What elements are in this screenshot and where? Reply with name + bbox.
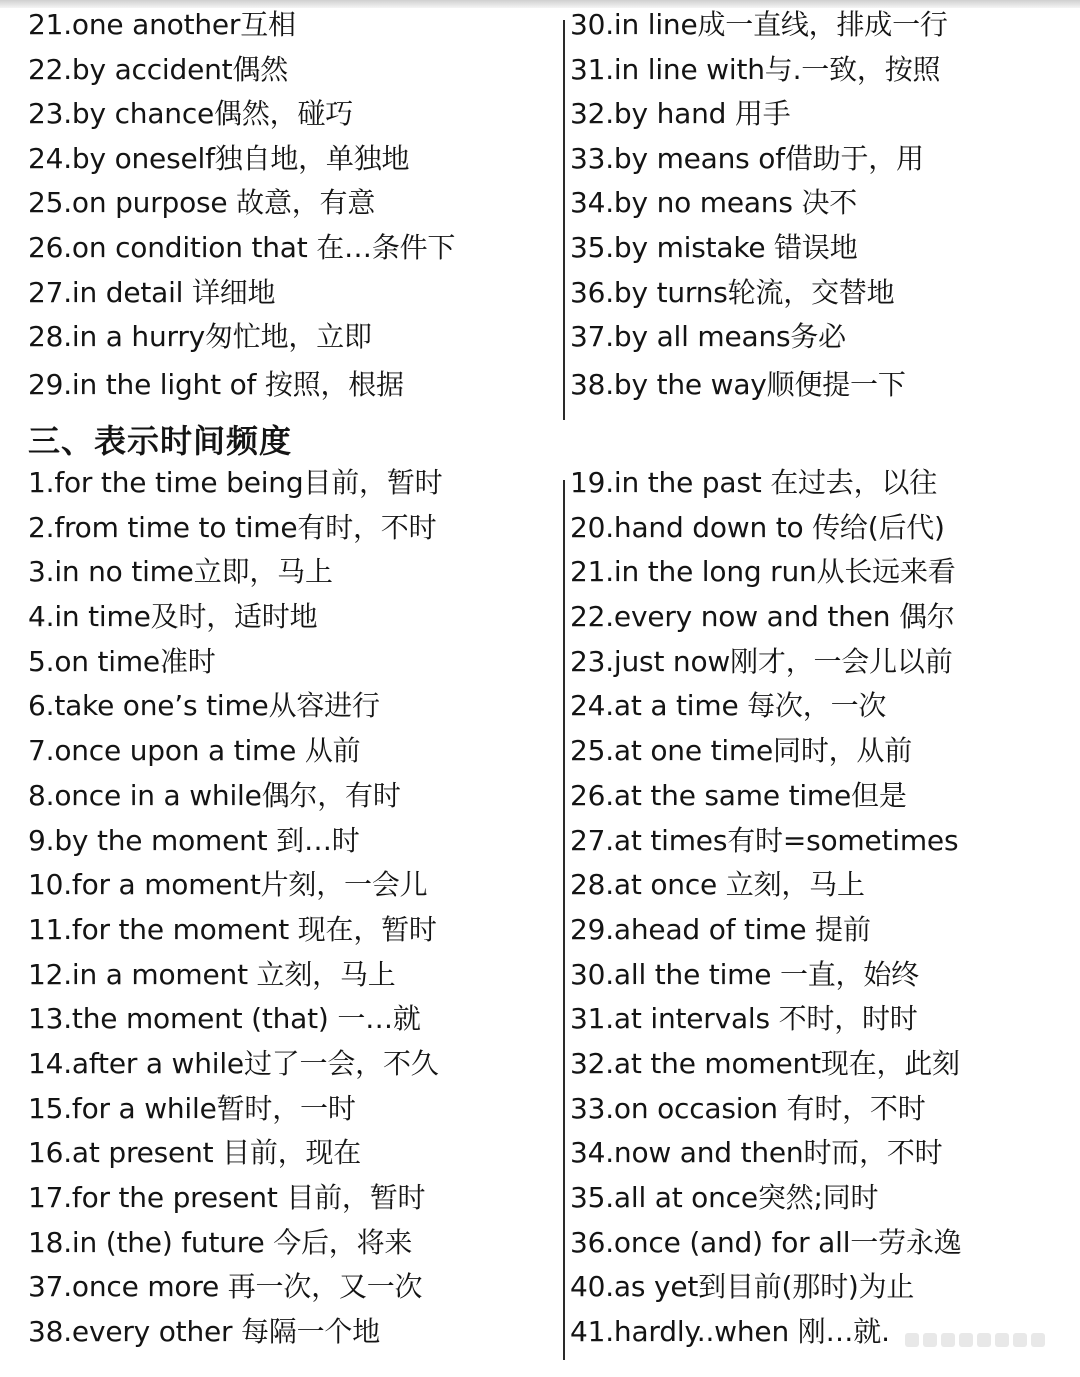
phrase-entry: 36.once (and) for all一劳永逸: [570, 1225, 962, 1259]
phrase-entry: 33.on occasion 有时，不时: [570, 1091, 926, 1125]
phrase-entry: 15.for a while暂时，一时: [28, 1091, 356, 1125]
phrase-entry: 31.at intervals 不时，时时: [570, 1002, 918, 1036]
phrase-column-right: [570, 10, 1070, 415]
phrase-entry: 34.by no means 决不: [570, 186, 858, 220]
phrase-entry: 14.after a while过了一会，不久: [28, 1046, 439, 1080]
phrase-entry: 34.now and then时而，不时: [570, 1136, 943, 1170]
phrase-entry: 2.from time to time有时，不时: [28, 510, 437, 544]
phrase-entry: 25.on purpose 故意，有意: [28, 186, 376, 220]
column-divider: [563, 20, 565, 420]
phrase-entry: 29.ahead of time 提前: [570, 912, 871, 946]
phrase-entry: 24.by oneself独自地，单独地: [28, 141, 410, 175]
phrase-entry: 36.by turns轮流，交替地: [570, 275, 895, 309]
phrase-entry: 3.in no time立即，马上: [28, 555, 333, 589]
phrase-entry: 38.every other 每隔一个地: [28, 1315, 381, 1349]
phrase-entry: 23.by chance偶然，碰巧: [28, 97, 354, 131]
phrase-entry: 6.take one’s time从容进行: [28, 689, 380, 723]
phrase-entry: 8.once in a while偶尔，有时: [28, 778, 401, 812]
phrase-entry: 20.hand down to 传给(后代): [570, 510, 945, 544]
phrase-entry: 27.in detail 详细地: [28, 275, 276, 309]
phrase-entry: 13.the moment (that) 一…就: [28, 1002, 421, 1036]
phrase-entry: 37.by all means务必: [570, 320, 846, 354]
phrase-entry: 16.at present 目前，现在: [28, 1136, 362, 1170]
phrase-column-right: [570, 468, 1070, 1362]
watermark-glyph: [941, 1333, 955, 1347]
phrase-entry: 37.once more 再一次，又一次: [28, 1270, 423, 1304]
phrase-entry: 10.for a moment片刻，一会儿: [28, 868, 428, 902]
phrase-entry: 9.by the moment 到…时: [28, 823, 360, 857]
phrase-entry: 28.in a hurry匆忙地，立即: [28, 320, 372, 354]
phrase-entry: 24.at a time 每次，一次: [570, 689, 887, 723]
watermark-glyph: [905, 1333, 919, 1347]
phrase-entry: 38.by the way顺便提一下: [570, 368, 906, 402]
section-heading: 三、表示时间频度: [28, 422, 293, 460]
watermark-glyph: [959, 1333, 973, 1347]
phrase-entry: 28.at once 立刻，马上: [570, 868, 865, 902]
phrase-column-left: [28, 10, 553, 415]
phrase-entry: 32.by hand 用手: [570, 97, 791, 131]
phrase-entry: 35.all at once突然;同时: [570, 1181, 879, 1214]
phrase-entry: 18.in (the) future 今后，将来: [28, 1225, 413, 1259]
phrase-entry: 5.on time准时: [28, 644, 216, 678]
phrase-entry: 22.every now and then 偶尔: [570, 600, 955, 634]
phrase-entry: 21.in the long run从长远来看: [570, 555, 956, 589]
watermark-glyph: [923, 1333, 937, 1347]
column-divider: [563, 480, 565, 1360]
watermark-glyph: [977, 1333, 991, 1347]
phrase-entry: 4.in time及时，适时地: [28, 600, 318, 634]
phrase-entry: 41.hardly..when 刚…就.: [570, 1315, 890, 1349]
phrase-entry: 19.in the past 在过去，以往: [570, 466, 938, 499]
phrase-entry: 1.for the time being目前，暂时: [28, 466, 443, 499]
watermark-glyph: [1013, 1333, 1027, 1347]
phrase-entry: 32.at the moment现在，此刻: [570, 1046, 960, 1080]
phrase-entry: 11.for the moment 现在，暂时: [28, 912, 437, 946]
phrase-entry: 30.all the time 一直，始终: [570, 957, 919, 991]
watermark-glyph: [1031, 1333, 1045, 1347]
phrase-entry: 21.one another互相: [28, 8, 296, 41]
phrase-column-left: [28, 468, 553, 1362]
phrase-entry: 33.by means of借助于，用: [570, 141, 924, 175]
phrase-entry: 31.in line with与.一致，按照: [570, 52, 941, 86]
phrase-entry: 27.at times有时=sometimes: [570, 823, 959, 857]
phrase-entry: 29.in the light of 按照，根据: [28, 368, 404, 402]
phrase-entry: 26.at the same time但是: [570, 778, 907, 812]
phrase-entry: 22.by accident偶然: [28, 52, 289, 86]
phrase-entry: 17.for the present 目前，暂时: [28, 1181, 426, 1214]
faint-watermark: [905, 1328, 1070, 1352]
phrase-entry: 26.on condition that 在…条件下: [28, 230, 456, 264]
phrase-entry: 30.in line成一直线，排成一行: [570, 8, 948, 41]
phrase-entry: 40.as yet到目前(那时)为止: [570, 1270, 915, 1304]
phrase-entry: 12.in a moment 立刻，马上: [28, 957, 396, 991]
phrase-entry: 25.at one time同时，从前: [570, 734, 913, 768]
phrase-entry: 23.just now刚才，一会儿以前: [570, 644, 953, 678]
phrase-entry: 35.by mistake 错误地: [570, 230, 858, 264]
phrase-entry: 7.once upon a time 从前: [28, 734, 361, 768]
watermark-glyph: [995, 1333, 1009, 1347]
